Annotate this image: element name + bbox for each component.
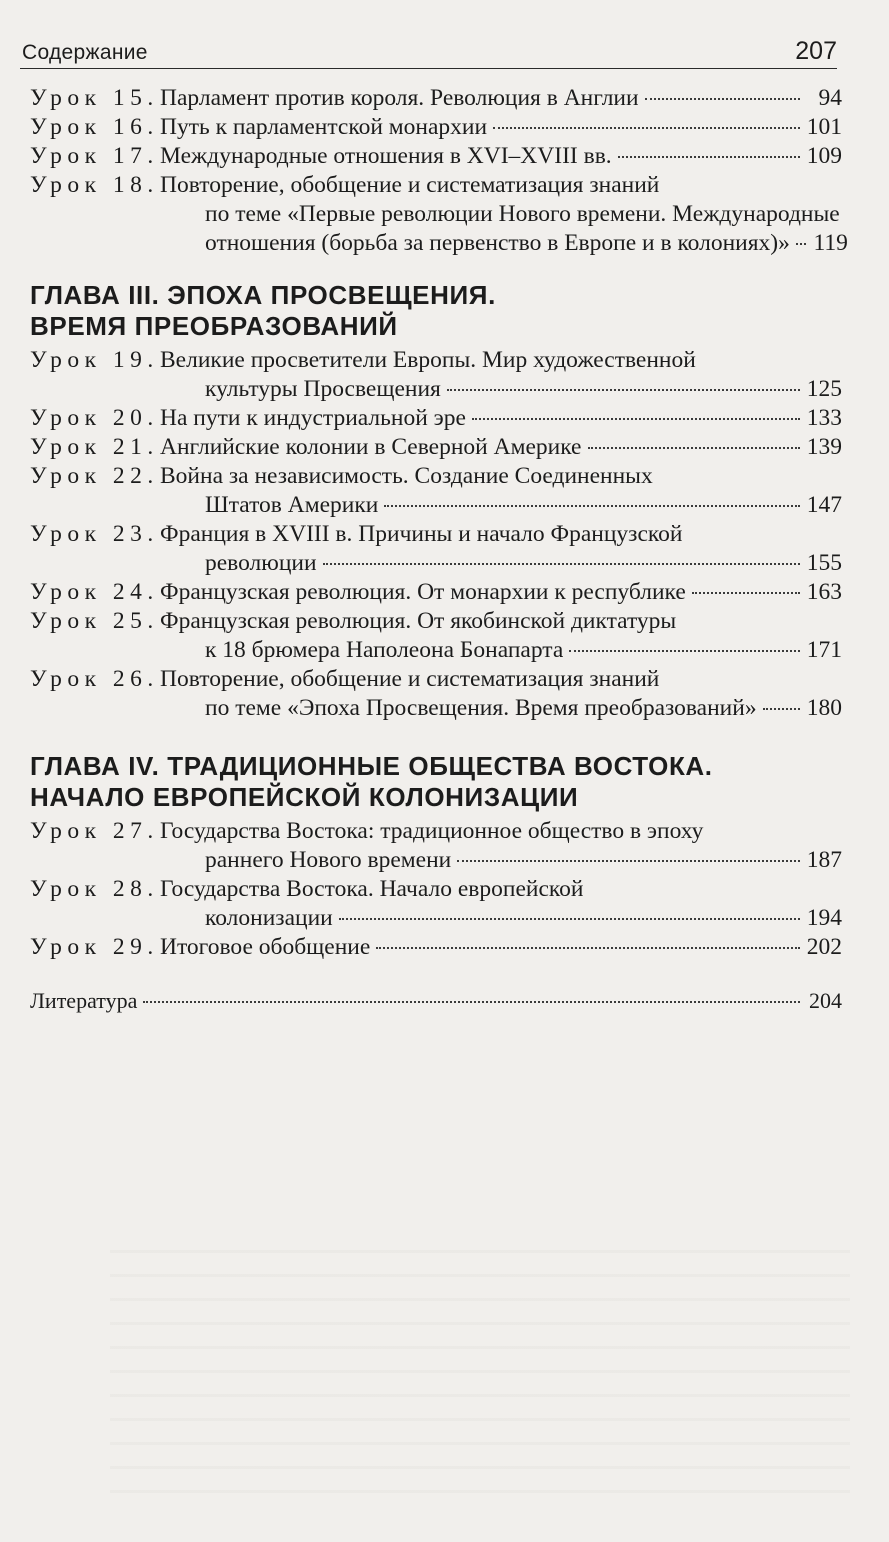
page-ref: 125 <box>806 376 842 402</box>
lesson-title-text: Штатов Америки <box>205 492 379 518</box>
toc-entry[interactable] <box>30 875 842 933</box>
lesson-title-line <box>160 113 842 142</box>
lesson-title-line <box>160 142 842 171</box>
lesson-title-line <box>160 933 842 962</box>
chapter-heading-line: ГЛАВА IV. ТРАДИЦИОННЫЕ ОБЩЕСТВА ВОСТОКА. <box>30 751 713 781</box>
lesson-label: Урок 26. <box>30 666 159 692</box>
dot-leader <box>457 860 800 862</box>
toc-entry[interactable] <box>30 346 842 404</box>
toc-entry[interactable] <box>30 607 842 665</box>
lesson-title <box>160 346 842 404</box>
dot-leader <box>376 947 800 949</box>
lesson-title-text: Путь к парламентской монархии <box>160 114 488 140</box>
lesson-title <box>160 875 842 933</box>
chapter-heading-line: НАЧАЛО ЕВРОПЕЙСКОЙ КОЛОНИЗАЦИИ <box>30 782 579 812</box>
lesson-title <box>160 933 842 962</box>
page-ref: 171 <box>806 637 842 663</box>
lesson-title <box>160 578 842 607</box>
lesson-label: Урок 19. <box>30 347 159 373</box>
dot-leader <box>796 243 806 245</box>
lesson-title-line: Государства Востока. Начало европейской <box>160 876 584 902</box>
lesson-title-text: отношения (борьба за первенство в Европе и в колониях)» <box>205 230 790 256</box>
page-ref: 194 <box>806 905 842 931</box>
toc-entry[interactable] <box>30 142 842 171</box>
lesson-label: Урок 15. <box>30 85 159 111</box>
lesson-title-line <box>205 375 842 404</box>
page-ref: 202 <box>806 934 842 960</box>
lesson-title-text: Международные отношения в XVI–XVIII вв. <box>160 143 612 169</box>
chapter-heading-line: ВРЕМЯ ПРЕОБРАЗОВАНИЙ <box>30 311 398 341</box>
dot-leader <box>472 418 800 420</box>
lesson-label: Урок 25. <box>30 608 159 634</box>
page-ref: 94 <box>818 85 842 111</box>
chapter-heading <box>30 751 842 813</box>
lesson-title-line: Повторение, обобщение и систематизация знаний <box>160 666 660 692</box>
lesson-title-line: Французская революция. От якобинской диктатуры <box>160 608 677 634</box>
lesson-label: Урок 18. <box>30 172 159 198</box>
dot-leader <box>588 447 801 449</box>
lesson-title-line: Государства Востока: традиционное общество в эпоху <box>160 818 704 844</box>
page-ref: 133 <box>806 405 842 431</box>
lesson-title-line <box>205 904 842 933</box>
dot-leader <box>323 563 800 565</box>
lesson-label: Урок 22. <box>30 463 159 489</box>
dot-leader <box>645 98 800 100</box>
lesson-title <box>160 817 842 875</box>
literature-entry[interactable] <box>30 986 842 1015</box>
toc-entry[interactable] <box>30 462 842 520</box>
lesson-title-line <box>160 404 842 433</box>
lesson-title-text: Французская революция. От монархии к республике <box>160 579 686 605</box>
lesson-title <box>160 462 842 520</box>
dot-leader <box>384 505 800 507</box>
running-header <box>20 30 837 69</box>
dot-leader <box>569 650 800 652</box>
toc-entry[interactable] <box>30 520 842 578</box>
lesson-label: Урок 20. <box>30 405 159 431</box>
lesson-title-line <box>205 694 842 723</box>
page-ref: 204 <box>809 988 842 1013</box>
lesson-title-text: Парламент против короля. Революция в Англии <box>160 85 639 111</box>
page-ref: 147 <box>806 492 842 518</box>
lesson-label: Урок 29. <box>30 934 159 960</box>
lesson-title-line: Война за независимость. Создание Соединенных <box>160 463 653 489</box>
lesson-title <box>160 665 842 723</box>
toc-entry[interactable] <box>30 404 842 433</box>
page-ref: 180 <box>806 695 842 721</box>
lesson-label: Урок 21. <box>30 434 159 460</box>
toc-entry[interactable] <box>30 665 842 723</box>
lesson-title-line <box>205 846 842 875</box>
lesson-title-line: Повторение, обобщение и систематизация знаний <box>160 172 660 198</box>
lesson-title-line: Франция в XVIII в. Причины и начало Французской <box>160 521 683 547</box>
dot-leader <box>339 918 800 920</box>
toc-entry[interactable] <box>30 171 848 258</box>
page-ref: 101 <box>806 114 842 140</box>
lesson-title-text: На пути к индустриальной эре <box>160 405 466 431</box>
lesson-title-line <box>205 229 848 258</box>
lesson-title-line <box>205 491 842 520</box>
lesson-label: Урок 16. <box>30 114 159 140</box>
lesson-title <box>160 404 842 433</box>
lesson-title <box>160 171 848 258</box>
lesson-label: Урок 24. <box>30 579 159 605</box>
lesson-title <box>160 142 842 171</box>
dot-leader <box>692 592 800 594</box>
lesson-title <box>160 520 842 578</box>
chapter-heading <box>30 280 842 342</box>
page-ref: 163 <box>806 579 842 605</box>
lesson-title-text: Английские колонии в Северной Америке <box>160 434 582 460</box>
lesson-title <box>160 607 842 665</box>
lesson-title-line <box>160 433 842 462</box>
page-ref: 155 <box>806 550 842 576</box>
toc-entry[interactable] <box>30 578 842 607</box>
lesson-title-line <box>205 549 842 578</box>
lesson-label: Урок 17. <box>30 143 159 169</box>
section-title: Содержание <box>22 41 148 64</box>
page-ref: 187 <box>806 847 842 873</box>
page-ref: 139 <box>806 434 842 460</box>
lesson-title <box>160 113 842 142</box>
lesson-title-line: по теме «Первые революции Нового времени. Международные <box>205 201 840 227</box>
page-number: 207 <box>795 37 837 65</box>
toc-entry[interactable] <box>30 933 842 962</box>
lesson-title-line: Великие просветители Европы. Мир художественной <box>160 347 696 373</box>
lesson-title-text: раннего Нового времени <box>205 847 452 873</box>
lesson-title-line <box>160 84 842 113</box>
lesson-title-text: к 18 брюмера Наполеона Бонапарта <box>205 637 564 663</box>
lesson-label: Урок 23. <box>30 521 159 547</box>
lesson-title-text: по теме «Эпоха Просвещения. Время преобразований» <box>205 695 757 721</box>
lesson-title <box>160 84 842 113</box>
dot-leader <box>618 156 800 158</box>
toc-entry[interactable] <box>30 113 842 142</box>
lesson-title <box>160 433 842 462</box>
toc-entry[interactable] <box>30 817 842 875</box>
dot-leader <box>143 1001 800 1003</box>
table-of-contents <box>30 84 848 1015</box>
lesson-title-line <box>160 578 842 607</box>
lesson-title-line <box>205 636 842 665</box>
page-ref: 109 <box>806 143 842 169</box>
lesson-title-text: революции <box>205 550 317 576</box>
chapter-heading-line: ГЛАВА III. ЭПОХА ПРОСВЕЩЕНИЯ. <box>30 280 496 310</box>
dot-leader <box>493 127 800 129</box>
lesson-title-text: культуры Просвещения <box>205 376 441 402</box>
lesson-title-text: колонизации <box>205 905 333 931</box>
dot-leader <box>763 708 800 710</box>
dot-leader <box>447 389 800 391</box>
lesson-title-text: Итоговое обобщение <box>160 934 371 960</box>
lesson-label: Урок 27. <box>30 818 159 844</box>
lesson-label: Урок 28. <box>30 876 159 902</box>
literature-label: Литература <box>30 988 138 1013</box>
toc-entry[interactable] <box>30 433 842 462</box>
bleed-through-shadow <box>110 1250 850 1500</box>
page-ref: 119 <box>813 230 848 256</box>
toc-entry[interactable] <box>30 84 842 113</box>
